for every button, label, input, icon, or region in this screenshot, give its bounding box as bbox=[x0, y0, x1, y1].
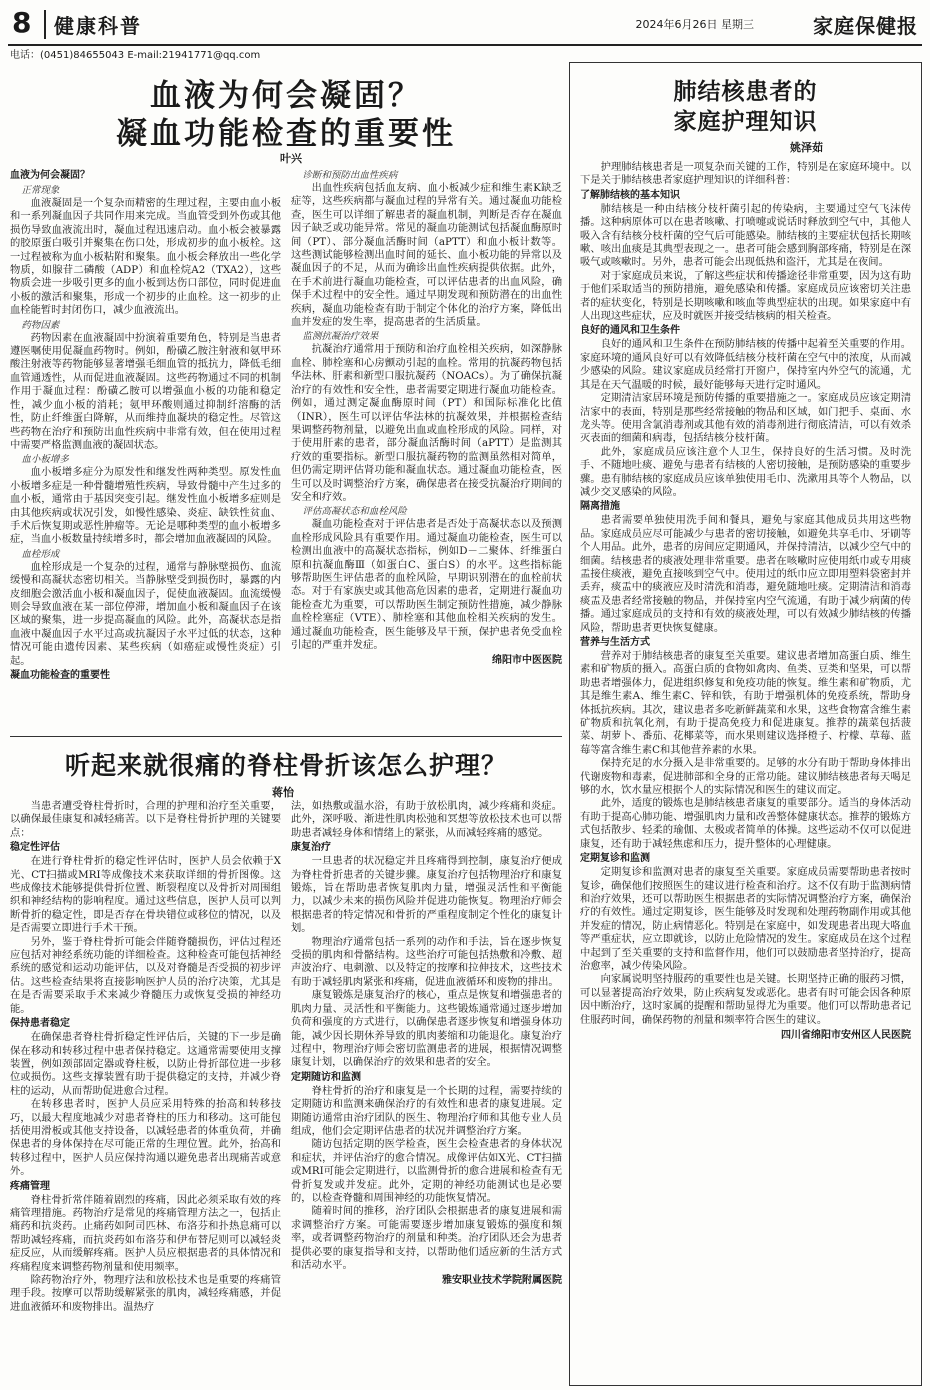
paragraph: 此外，适度的锻炼也是肺结核患者康复的重要部分。适当的身体活动有助于提高心肺功能、增强肌肉力量和改善整体健康状态。推荐的锻炼方式包括散步、轻柔的瑜伽、太极或者简单的体操。这些运动不仅可以促进康复，还有助于减轻焦虑和压力，提升整体的心理健康。 bbox=[580, 797, 911, 850]
minor-heading: 评估高凝状态和血栓风险 bbox=[302, 506, 407, 518]
minor-heading: 血小板增多 bbox=[21, 454, 69, 466]
paragraph: 患者需要单独使用洗手间和餐具，避免与家庭其他成员共用这些物品。家庭成员应尽可能减少与患者的密切接触，如避免共享毛巾、牙刷等个人用品。此外，患者的房间应定期通风，并保持清洁，以减少空气中的细菌。结核患者的痰液处理非常重要。患者在咳嗽时应使用纸巾或专用痰盂接住痰液，避免直接咳到空气中。使用过的纸巾应立即用塑料袋密封并丢弃，痰盂中的痰液应及时清洗和消毒，避免随地吐痰。定期清洁和消毒痰盂及患者经常接触的物品，并保持室内空气流通，有助于减少病菌的传播。通过家庭成员的支持和有效的痰液处理，可以有效减少肺结核的传播风险，帮助患者更快恢复健康。 bbox=[580, 514, 911, 634]
article-body bbox=[570, 161, 921, 1357]
subheading: 保持患者稳定 bbox=[10, 1018, 70, 1030]
body-column-2 bbox=[291, 168, 562, 734]
article-blood-coagulation bbox=[10, 58, 562, 737]
subheading: 良好的通风和卫生条件 bbox=[580, 325, 680, 337]
article-tuberculosis-care bbox=[569, 62, 922, 1386]
paragraph: 法，如热敷或温水浴，有助于放松肌肉，减少疼痛和炎症。此外，深呼吸、渐进性肌肉松弛和冥想等放松技术也可以帮助患者减轻身体和情绪上的紧张，从而减轻疼痛的感觉。 bbox=[291, 800, 562, 839]
paragraph: 随访包括定期的医学检查，医生会检查患者的身体状况和症状，并评估治疗的愈合情况。成像评估如X光、CT扫描或MRI可能会定期进行，以监测骨折的愈合进展和检查有无骨折复发或并发症。此外，定期的神经功能测试也是必要的，以检查脊髓和周围神经的功能恢复情况。 bbox=[291, 1138, 562, 1204]
article-title-line-2: 凝血功能检查的重要性 bbox=[116, 116, 456, 152]
body-column-1 bbox=[10, 168, 281, 734]
paragraph: 此外，家庭成员应该注意个人卫生，保持良好的生活习惯。及时洗手、不随地吐痰、避免与患者有结核的人密切接触，是预防感染的重要步骤。患有肺结核的家庭成员应该单独使用毛巾、洗漱用具等个人物品，以减少交叉感染的风险。 bbox=[580, 445, 911, 498]
source-hospital: 绵阳市中医医院 bbox=[492, 655, 562, 667]
paragraph: 出血性疾病包括血友病、血小板减少症和维生素K缺乏症等，这些疾病都与凝血过程的异常有关。通过凝血功能检查，医生可以详细了解患者的凝血机制，判断是否存在凝血因子缺乏或功能异常。常见的凝血功能测试包括凝血酶原时间（PT）、部分凝血活酶时间（aPTT）和血小板计数等。这些测试能够检测出血时间的延长、血小板功能的异常以及凝血因子的不足，从而为确诊出血性疾病提供依据。此外，在手术前进行凝血功能检查，可以评估患者的出血风险，确保手术过程中的安全性。通过早期发现和预防潜在的出血性疾病，凝血功能检查有助于制定个体化的治疗方案，降低出血并发症的发生率，提高患者的生活质量。 bbox=[291, 182, 562, 329]
subheading: 定期复诊和监测 bbox=[580, 853, 650, 865]
paragraph: 药物因素在血液凝固中扮演着重要角色，特别是当患者遵医嘱使用促凝血药物时。例如，酚磺乙胺注射液和氨甲环酸注射液等药物能够显著增强毛细血管的抵抗力，降低毛细血管通透性，从而促进血液凝固。这些药物通过不同的机制作用于凝血过程：酚磺乙胺可以增强血小板的功能和稳定性，减少血小板的消耗；氨甲环酸则通过抑制纤溶酶的活性，防止纤维蛋白降解，从而维持血凝块的稳定性。尽管这些药物在治疗和预防出血性疾病中非常有效，但在使用过程中需要严格监测血液的凝固状态。 bbox=[10, 331, 281, 451]
subheading: 凝血功能检查的重要性 bbox=[10, 670, 110, 681]
article-body bbox=[10, 168, 562, 734]
paragraph: 营养对于肺结核患者的康复至关重要。建议患者增加高蛋白质、维生素和矿物质的摄入。高蛋白质的食物如禽肉、鱼类、豆类和坚果，可以帮助患者增强体力，促进组织修复和免疫功能的恢复。维生素和矿物质，尤其是维生素A、维生素C、锌和铁，有助于增强机体的免疫系统，帮助身体抵抗疾病。其次，建议患者多吃新鲜蔬菜和水果，这些食物富含维生素矿物质和抗氧化剂，有助于提高免疫力和促进康复。推荐的蔬菜包括菠菜、胡萝卜、番茄、花椰菜等，而水果则建议选择橙子、柠檬、草莓、蓝莓等富含维生素C和其他营养素的水果。 bbox=[580, 650, 911, 756]
paragraph: 脊柱骨折常伴随着剧烈的疼痛，因此必须采取有效的疼痛管理措施。药物治疗是常见的疼痛管理方法之一，包括止痛药和抗炎药。止痛药如阿司匹林、布洛芬和扑热息痛可以帮助减轻疼痛，而抗炎药如布洛芬和伊布替尼则可以减轻炎症反应，从而缓解疼痛。医护人员应根据患者的具体情况和疼痛程度来调整药物剂量和使用频率。 bbox=[10, 1193, 281, 1273]
paragraph: 一旦患者的状况稳定并且疼痛得到控制，康复治疗便成为脊柱骨折患者的关键步骤。康复治疗包括物理治疗和康复锻炼，旨在帮助患者恢复肌肉力量，增强灵活性和平衡能力，以减少未来的损伤风险并促进功能恢复。物理治疗师会根据患者的特定情况和骨折的严重程度制定个性化的康复计划。 bbox=[291, 855, 562, 935]
minor-heading: 正常现象 bbox=[21, 185, 60, 196]
left-column bbox=[10, 58, 562, 1384]
section-name: 健康科普 bbox=[44, 10, 142, 39]
subheading: 隔离措施 bbox=[580, 501, 620, 513]
subheading: 血液为何会凝固？ bbox=[10, 170, 90, 181]
minor-heading: 监测抗凝治疗效果 bbox=[302, 331, 379, 343]
article-author: 蒋怡 bbox=[272, 786, 294, 799]
article-spinal-fracture bbox=[10, 738, 562, 1384]
paragraph: 除药物治疗外，物理疗法和放松技术也是重要的疼痛管理手段。按摩可以帮助缓解紧张的肌肉，减轻疼痛感，并促进血液循环和废物排出。温热疗 bbox=[10, 1274, 281, 1313]
paragraph: 在进行脊柱骨折的稳定性评估时，医护人员会依赖于X光、CT扫描或MRI等成像技术来获取详细的骨折图像。这些成像技术能够提供骨折位置、断裂程度以及骨折对周围组织和神经结构的影响程度。通过这些信息，医护人员可以判断骨折的稳定性，即是否存在骨块错位或移位的情况，以及是否需要立即进行手术干预。 bbox=[10, 855, 281, 935]
paragraph: 肺结核是一种由结核分枝杆菌引起的传染病，主要通过空气飞沫传播。这种病原体可以在患者咳嗽、打喷嚏或说话时释放到空气中，其他人吸入含有结核分枝杆菌的空气后可能感染。肺结核的主要症状包括长期咳嗽、咳出血痰是其典型表现之一。患者可能会感到胸部疼痛，特别是在深吸气或咳嗽时。另外，患者可能会出现低热和盗汗，尤其是在夜间。 bbox=[580, 202, 911, 269]
paragraph: 向家属说明坚持服药的重要性也是关键。长期坚持正确的服药习惯，可以显著提高治疗效果，防止疾病复发或恶化。患者有时可能会因各种原因中断治疗，这时家属的提醒和帮助显得尤为重要。他们可以帮助患者记住服药时间，确保药物的剂量和频率符合医生的建议。 bbox=[580, 973, 911, 1026]
article-title: 听起来就很痛的脊柱骨折该怎么护理？ bbox=[64, 751, 507, 780]
article-title-line-2: 家庭护理知识 bbox=[673, 108, 818, 135]
source-hospital: 四川省绵阳市安州区人民医院 bbox=[781, 1029, 911, 1041]
paragraph: 血小板增多症分为原发性和继发性两种类型。原发性血小板增多症是一种骨髓增殖性疾病，导致骨髓中产生过多的血小板，通常由于基因突变引起。继发性血小板增多症则是由其他疾病或状况引发，如慢性感染、炎症、缺铁性贫血、手术后恢复期或恶性肿瘤等。无论是哪种类型的血小板增多症，当血小板数量持续增多时，都会增加血液凝固的风险。 bbox=[10, 466, 281, 546]
paragraph: 脊柱骨折的治疗和康复是一个长期的过程，需要持续的定期随访和监测来确保治疗的有效性和患者的康复进展。定期随访通常由治疗团队的医生、物理治疗师和其他专业人员组成，他们会定期评估患者的状况并调整治疗方案。 bbox=[291, 1084, 562, 1137]
article-body bbox=[10, 800, 562, 1384]
paragraph: 护理肺结核患者是一项复杂而关键的工作，特别是在家庭环境中。以下是关于肺结核患者家庭护理知识的详细科普： bbox=[580, 161, 911, 187]
subheading: 定期随访和监测 bbox=[291, 1071, 361, 1083]
paragraph: 随着时间的推移，治疗团队会根据患者的康复进展和需求调整治疗方案。可能需要逐步增加康复锻炼的强度和频率，或者调整药物治疗的剂量和种类。治疗团队还会为患者提供必要的康复指导和支持，以帮助他们适应新的生活方式和活动水平。 bbox=[291, 1205, 562, 1271]
article-author: 姚泽茹 bbox=[790, 141, 823, 154]
paragraph: 定期复诊和监测对患者的康复至关重要。家庭成员需要帮助患者按时复诊，确保他们按照医生的建议进行检查和治疗。这不仅有助于监测病情和治疗效果，还可以帮助医生根据患者的实际情况调整治疗方案，确保治疗的有效性。通过定期复诊，医生能够及时发现和处理药物副作用或其他并发症的情况，防止病情恶化。特别是在家庭中，如发现患者出现大咯血等严重症状，应立即就诊，以防止危险情况的发生。家庭成员在这个过程中起到了至关重要的支持和监督作用，他们可以鼓励患者坚持治疗，提高治愈率，减少传染风险。 bbox=[580, 866, 911, 972]
page-number: 8 bbox=[12, 6, 32, 39]
subheading: 疼痛管理 bbox=[10, 1180, 50, 1192]
paragraph: 康复锻炼是康复治疗的核心，重点是恢复和增强患者的肌肉力量、灵活性和平衡能力。这些锻炼通常通过逐步增加负荷和强度的方式进行，以确保患者逐步恢复和增强身体功能，减少因长期休养导致的肌肉萎缩和功能退化。康复治疗过程中，物理治疗师会密切监测患者的进展，根据情况调整康复计划，以确保治疗的效果和患者的安全。 bbox=[291, 989, 562, 1069]
paragraph: 另外，鉴于脊柱骨折可能会伴随脊髓损伤，评估过程还应包括对神经系统功能的详细检查。这种检查可能包括神经系统的感觉和运动功能评估，以及对脊髓是否受损的初步评估。这些检查结果将直接影响医护人员的治疗决策，尤其是在是否需要采取手术来减少脊髓压力或恢复受损的神经功能。 bbox=[10, 935, 281, 1015]
paragraph: 在确保患者脊柱骨折稳定性评估后，关键的下一步是确保在移动和转移过程中患者保持稳定。这通常需要使用支撑装置，例如颈部固定器或脊柱板，以防止骨折部位进一步移位或损伤。这些支撑装置有助于提供稳定的支持，并减少脊柱的运动，从而帮助促进愈合过程。 bbox=[10, 1031, 281, 1097]
paragraph: 对于家庭成员来说，了解这些症状和传播途径非常重要，因为这有助于他们采取适当的预防措施，避免感染和传播。家庭成员应该密切关注患者的症状变化，特别是长期咳嗽和咳血等典型症状的出现。如果家庭中有人出现这些症状，应及时就医并接受结核病的相关检查。 bbox=[580, 269, 911, 323]
source-hospital: 雅安职业技术学院附属医院 bbox=[442, 1275, 562, 1287]
article-title-line-1: 血液为何会凝固？ bbox=[150, 78, 422, 114]
subheading: 营养与生活方式 bbox=[580, 637, 650, 648]
paragraph: 凝血功能检查对于评估患者是否处于高凝状态以及预测血栓形成风险具有重要作用。通过凝血功能检查，医生可以检测出血液中的高凝状态指标，例如D－二聚体、纤维蛋白原和抗凝血酶Ⅲ（如蛋白C、蛋白S）的水平。这些指标能够帮助医生评估患者的血栓风险，早期识别潜在的血栓前状态。对于有家族史或其他高危因素的患者，定期进行凝血功能检查尤为重要，可以帮助医生制定预防性措施，减少静脉血栓栓塞症（VTE）、肺栓塞和其他血栓相关疾病的发生。通过凝血功能检查，医生能够及早干预，保护患者免受血栓引起的严重并发症。 bbox=[291, 518, 562, 651]
body-column-1 bbox=[10, 800, 281, 1384]
contact-info: 电话：(0451)84655043 E-mail:21941771@qq.com bbox=[10, 50, 261, 61]
subheading: 了解肺结核的基本知识 bbox=[580, 189, 680, 201]
minor-heading: 诊断和预防出血性疾病 bbox=[302, 170, 398, 181]
minor-heading: 药物因素 bbox=[21, 319, 60, 331]
issue-date: 2024年6月26日 星期三 bbox=[635, 18, 754, 31]
paragraph: 血栓形成是一个复杂的过程，通常与静脉壁损伤、血流缓慢和高凝状态密切相关。当静脉壁受到损伤时，暴露的内皮细胞会激活血小板和凝血因子，促使血液凝固。血流缓慢则会导致血液在某一部位停滞，增加血小板和凝血因子在该区域的聚集，进一步提高凝血的风险。此外，高凝状态是指血液中凝血因子水平过高或抗凝因子水平过低的状态，这种情况可能由遗传因素、某些疾病（如癌症或慢性炎症）引起。 bbox=[10, 560, 281, 667]
paragraph: 保持充足的水分摄入是非常重要的。足够的水分有助于帮助身体排出代谢废物和毒素，促进肺部和全身的正常功能。建议肺结核患者每天喝足够的水，饮水量应根据个人的实际情况和医生的建议而定。 bbox=[580, 757, 911, 797]
paragraph: 血液凝固是一个复杂而精密的生理过程，主要由血小板和一系列凝血因子共同作用来完成。当血管受到外伤或其他损伤导致血液流出时，凝血过程迅速启动。血小板会被暴露的胶原蛋白吸引并聚集在伤口处，形成初步的血小板栓。这一过程被称为血小板粘附和聚集。血小板会释放出一些化学物质，如腺苷二磷酸（ADP）和血栓烷A2（TXA2），这些物质会进一步吸引更多的血小板到达伤口部位，同时促进血小板的激活和聚集，形成一个初步的止血栓。这一初步的止血栓能暂时封闭伤口，减少血液流出。 bbox=[10, 197, 281, 317]
subheading: 稳定性评估 bbox=[10, 842, 60, 854]
paragraph: 在转移患者时，医护人员应采用特殊的抬高和转移技巧，以最大程度地减少对患者脊柱的压力和移动。这可能包括使用滑板或其他支持设备，以减轻患者的体重负荷，并确保患者的身体保持在尽可能正常的生理位置。此外，抬高和转移过程中，医护人员应保持沟通以避免患者出现痛苦或意外。 bbox=[10, 1098, 281, 1178]
article-title-line-1: 肺结核患者的 bbox=[673, 78, 818, 105]
paragraph: 良好的通风和卫生条件在预防肺结核的传播中起着至关重要的作用。家庭环境的通风良好可以有效降低结核分枝杆菌在空气中的浓度，从而减少感染的风险。建议家庭成员经常打开窗户，保持室内外空气的流通，尤其是在天气温暖的时候，最好能够每天进行定时通风。 bbox=[580, 338, 911, 391]
subheading: 康复治疗 bbox=[291, 842, 331, 854]
paragraph: 抗凝治疗通常用于预防和治疗血栓相关疾病，如深静脉血栓、肺栓塞和心房颤动引起的血栓。常用的抗凝药物包括华法林、肝素和新型口服抗凝药（NOACs）。为了确保抗凝治疗的有效性和安全性，患者需要定期进行凝血功能检查。例如，通过测定凝血酶原时间（PT）和国际标准化比值（INR），医生可以评估华法林的抗凝效果，并根据检查结果调整药物剂量，以避免出血或血栓形成的风险。同样，对于使用肝素的患者，部分凝血活酶时间（aPTT）是监测其疗效的重要指标。新型口服抗凝药物的监测虽然相对简单，但仍需定期评估肾功能和凝血状态。通过凝血功能检查，医生可以及时调整治疗方案，确保患者在接受抗凝治疗期间的安全和疗效。 bbox=[291, 343, 562, 503]
masthead bbox=[8, 4, 922, 46]
paragraph: 当患者遭受脊柱骨折时，合理的护理和治疗至关重要，以确保最佳康复和减轻痛苦。以下是脊柱骨折护理的关键要点： bbox=[10, 800, 281, 839]
paragraph: 物理治疗通常包括一系列的动作和手法，旨在逐步恢复受损的肌肉和骨骼结构。这些治疗可能包括热敷和冷敷、超声波治疗、电刺激、以及特定的按摩和拉伸技术，这些技术有助于减轻肌肉紧张和疼痛，促进血液循环和废物的排出。 bbox=[291, 935, 562, 988]
body-column-2 bbox=[291, 800, 562, 1384]
minor-heading: 血栓形成 bbox=[21, 548, 60, 560]
paragraph: 定期清洁家居环境是预防传播的重要措施之一。家庭成员应该定期清洁家中的表面，特别是那些经常接触的物品和区域，如门把手、桌面、水龙头等。使用含氯消毒剂或其他有效的消毒剂进行彻底清洁，可以有效杀灭表面的细菌和病毒，包括结核分枝杆菌。 bbox=[580, 392, 911, 445]
article-author: 叶兴 bbox=[280, 152, 302, 165]
newspaper-name: 家庭保健报 bbox=[813, 14, 918, 38]
